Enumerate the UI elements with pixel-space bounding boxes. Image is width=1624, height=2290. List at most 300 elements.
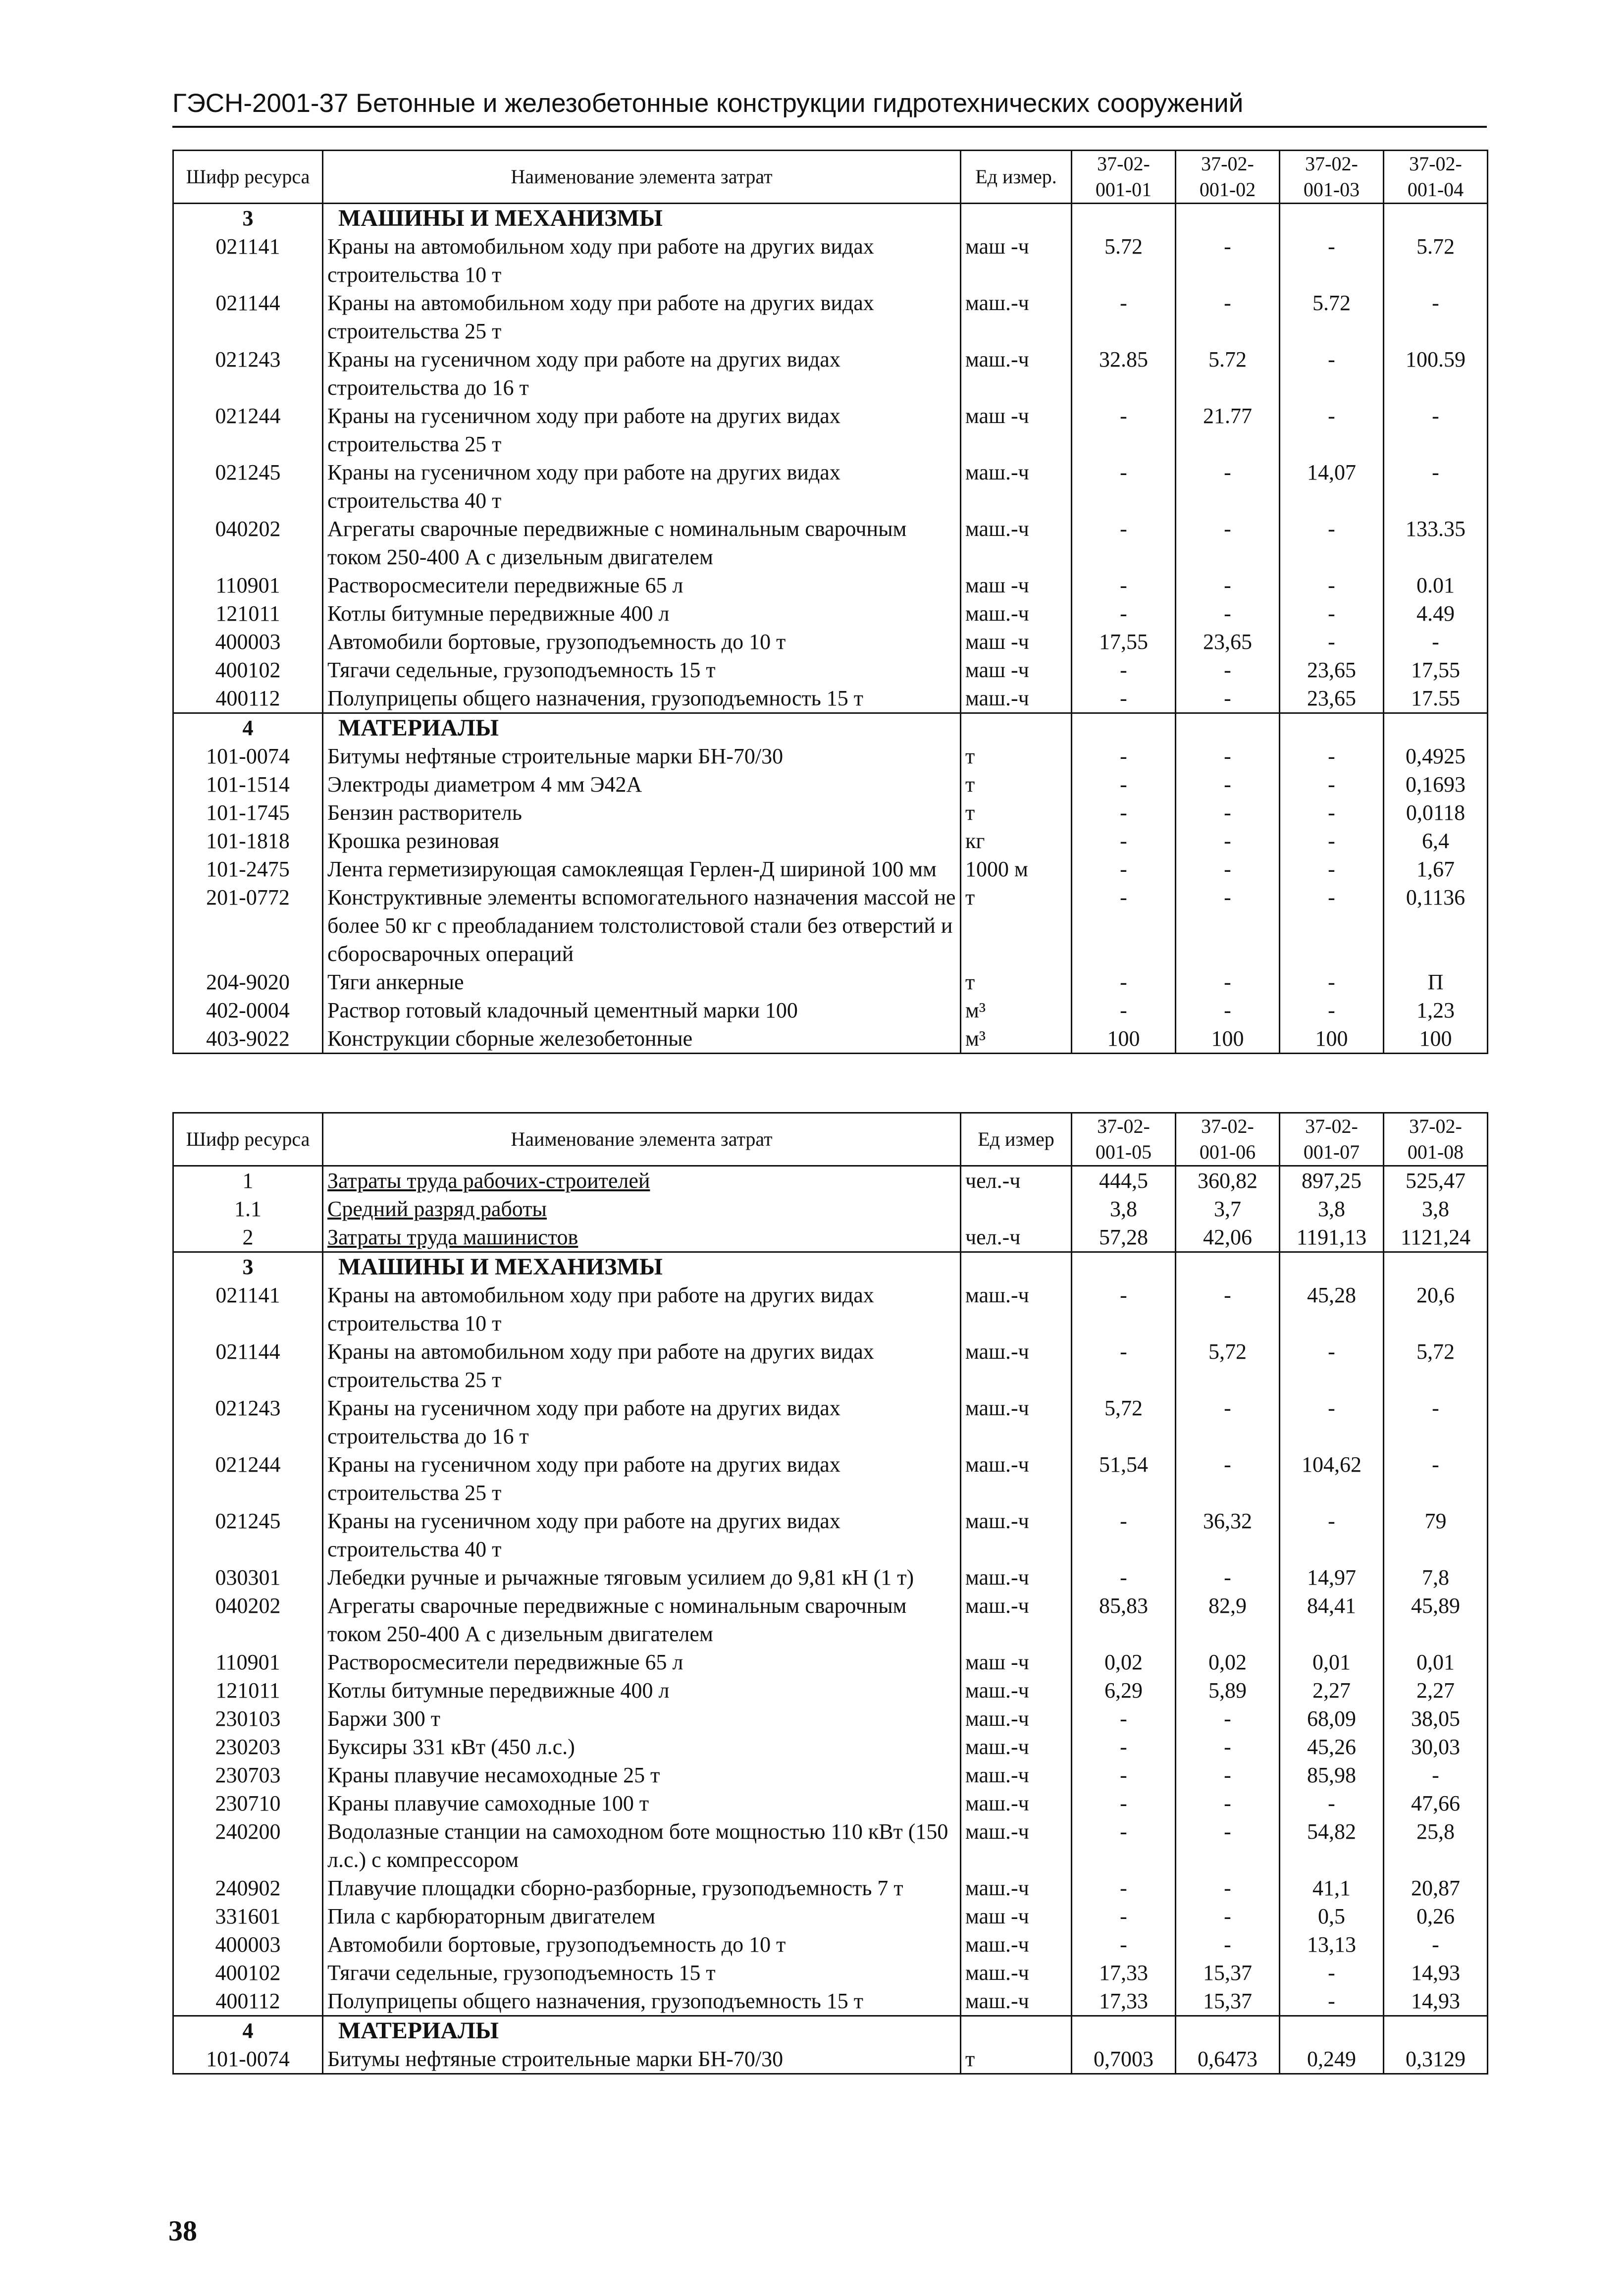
value-cell: - bbox=[1280, 1987, 1384, 2016]
value-cell: 0,02 bbox=[1072, 1648, 1176, 1676]
value-cell: - bbox=[1072, 1902, 1176, 1930]
value-cell: 5,72 bbox=[1384, 1337, 1488, 1394]
value-cell: 79 bbox=[1384, 1507, 1488, 1563]
value-cell: - bbox=[1072, 855, 1176, 883]
value-cell: - bbox=[1280, 799, 1384, 827]
resource-code: 021243 bbox=[173, 1394, 323, 1450]
header-col-3: 37-02- 001-03 bbox=[1280, 151, 1384, 204]
resource-name: Средний разряд работы bbox=[323, 1195, 961, 1223]
value-cell: - bbox=[1280, 770, 1384, 799]
unit-cell: маш.-ч bbox=[961, 1930, 1072, 1959]
value-cell bbox=[1176, 2016, 1280, 2045]
value-cell: 38,05 bbox=[1384, 1704, 1488, 1733]
table-header-row bbox=[173, 1113, 1488, 1166]
section-row bbox=[173, 713, 1488, 743]
value-cell: - bbox=[1072, 1930, 1176, 1959]
value-cell bbox=[1384, 713, 1488, 743]
value-cell: 23,65 bbox=[1280, 656, 1384, 684]
value-cell: 4.49 bbox=[1384, 599, 1488, 628]
unit-cell: маш -ч bbox=[961, 402, 1072, 458]
table-row bbox=[173, 1195, 1488, 1223]
resource-name: Тягачи седельные, грузоподъемность 15 т bbox=[323, 1959, 961, 1987]
table-row bbox=[173, 1507, 1488, 1563]
value-cell: - bbox=[1176, 742, 1280, 770]
value-cell: - bbox=[1072, 656, 1176, 684]
value-cell: - bbox=[1072, 1761, 1176, 1789]
value-cell: - bbox=[1176, 968, 1280, 996]
value-cell: - bbox=[1176, 1817, 1280, 1874]
unit-cell: маш.-ч bbox=[961, 1281, 1072, 1337]
value-cell: 45,26 bbox=[1280, 1733, 1384, 1761]
value-cell bbox=[1384, 2016, 1488, 2045]
value-cell: 0,1136 bbox=[1384, 883, 1488, 968]
unit-cell bbox=[961, 1195, 1072, 1223]
value-cell: 45,28 bbox=[1280, 1281, 1384, 1337]
value-cell: 57,28 bbox=[1072, 1223, 1176, 1252]
table-row bbox=[173, 1281, 1488, 1337]
value-cell: - bbox=[1072, 883, 1176, 968]
value-cell: - bbox=[1280, 742, 1384, 770]
resource-code: 400112 bbox=[173, 684, 323, 713]
resource-code: 121011 bbox=[173, 599, 323, 628]
unit-cell: 1000 м bbox=[961, 855, 1072, 883]
table-row bbox=[173, 571, 1488, 599]
resource-code: 021245 bbox=[173, 458, 323, 515]
resource-name: Растворосмесители передвижные 65 л bbox=[323, 1648, 961, 1676]
value-cell: 13,13 bbox=[1280, 1930, 1384, 1959]
value-cell: - bbox=[1072, 289, 1176, 345]
resource-table-2 bbox=[172, 1112, 1488, 2075]
table-row bbox=[173, 1761, 1488, 1789]
value-cell: 82,9 bbox=[1176, 1592, 1280, 1648]
value-cell: 14,07 bbox=[1280, 458, 1384, 515]
value-cell: 85,83 bbox=[1072, 1592, 1176, 1648]
resource-name: Краны на гусеничном ходу при работе на других видах строительства 40 т bbox=[323, 458, 961, 515]
value-cell: 23,65 bbox=[1176, 628, 1280, 656]
value-cell: 68,09 bbox=[1280, 1704, 1384, 1733]
value-cell: 17,55 bbox=[1384, 656, 1488, 684]
table-row bbox=[173, 1394, 1488, 1450]
table-row bbox=[173, 770, 1488, 799]
value-cell bbox=[1384, 204, 1488, 233]
value-cell: - bbox=[1072, 1874, 1176, 1902]
unit-cell: маш -ч bbox=[961, 232, 1072, 289]
value-cell: 32.85 bbox=[1072, 345, 1176, 402]
table-row bbox=[173, 2045, 1488, 2074]
value-cell: - bbox=[1384, 1394, 1488, 1450]
unit-cell: кг bbox=[961, 827, 1072, 855]
value-cell: П bbox=[1384, 968, 1488, 996]
unit-cell: маш.-ч bbox=[961, 515, 1072, 571]
table-row bbox=[173, 1024, 1488, 1054]
resource-name: Полуприцепы общего назначения, грузоподъемность 15 т bbox=[323, 1987, 961, 2016]
unit-cell: маш.-ч bbox=[961, 458, 1072, 515]
table-row bbox=[173, 1733, 1488, 1761]
resource-name: Краны на гусеничном ходу при работе на других видах строительства 25 т bbox=[323, 1450, 961, 1507]
value-cell: 1191,13 bbox=[1280, 1223, 1384, 1252]
table-row bbox=[173, 1223, 1488, 1252]
value-cell bbox=[1280, 2016, 1384, 2045]
value-cell: - bbox=[1176, 1394, 1280, 1450]
resource-code: 021144 bbox=[173, 289, 323, 345]
table-row bbox=[173, 1676, 1488, 1704]
section-row bbox=[173, 204, 1488, 233]
resource-code: 240902 bbox=[173, 1874, 323, 1902]
value-cell: 3,8 bbox=[1280, 1195, 1384, 1223]
value-cell: 51,54 bbox=[1072, 1450, 1176, 1507]
unit-cell: маш.-ч bbox=[961, 599, 1072, 628]
resource-code: 4 bbox=[173, 2016, 323, 2045]
value-cell: 5.72 bbox=[1280, 289, 1384, 345]
value-cell: 0.01 bbox=[1384, 571, 1488, 599]
resource-code: 021144 bbox=[173, 1337, 323, 1394]
section-row bbox=[173, 1252, 1488, 1281]
resource-code: 204-9020 bbox=[173, 968, 323, 996]
resource-name: Агрегаты сварочные передвижные с номинальным сварочным током 250-400 А с дизельным двигателем bbox=[323, 515, 961, 571]
value-cell: 6,4 bbox=[1384, 827, 1488, 855]
unit-cell bbox=[961, 2016, 1072, 2045]
table-row bbox=[173, 996, 1488, 1024]
unit-cell: маш.-ч bbox=[961, 289, 1072, 345]
resource-code: 101-1514 bbox=[173, 770, 323, 799]
value-cell: - bbox=[1176, 1704, 1280, 1733]
value-cell bbox=[1072, 1252, 1176, 1281]
value-cell: - bbox=[1384, 289, 1488, 345]
section-row bbox=[173, 2016, 1488, 2045]
value-cell: - bbox=[1176, 599, 1280, 628]
unit-cell: т bbox=[961, 799, 1072, 827]
value-cell: 0,1693 bbox=[1384, 770, 1488, 799]
value-cell: - bbox=[1072, 1817, 1176, 1874]
value-cell: - bbox=[1072, 1704, 1176, 1733]
value-cell: - bbox=[1280, 855, 1384, 883]
resource-code: 400003 bbox=[173, 1930, 323, 1959]
unit-cell: маш.-ч bbox=[961, 1394, 1072, 1450]
value-cell bbox=[1176, 1252, 1280, 1281]
table-row bbox=[173, 827, 1488, 855]
resource-code: 403-9022 bbox=[173, 1024, 323, 1054]
resource-name: Краны на автомобильном ходу при работе на других видах строительства 25 т bbox=[323, 1337, 961, 1394]
value-cell: 2,27 bbox=[1384, 1676, 1488, 1704]
value-cell: 21.77 bbox=[1176, 402, 1280, 458]
value-cell: - bbox=[1280, 996, 1384, 1024]
value-cell: 100.59 bbox=[1384, 345, 1488, 402]
resource-code: 101-2475 bbox=[173, 855, 323, 883]
unit-cell: маш.-ч bbox=[961, 1959, 1072, 1987]
resource-name: Краны плавучие самоходные 100 т bbox=[323, 1789, 961, 1817]
value-cell: - bbox=[1176, 289, 1280, 345]
resource-name: Бензин растворитель bbox=[323, 799, 961, 827]
resource-code: 402-0004 bbox=[173, 996, 323, 1024]
value-cell: - bbox=[1176, 1281, 1280, 1337]
unit-cell: маш.-ч bbox=[961, 345, 1072, 402]
header-code: Шифр ресурса bbox=[173, 1113, 323, 1166]
value-cell: 15,37 bbox=[1176, 1959, 1280, 1987]
value-cell: 85,98 bbox=[1280, 1761, 1384, 1789]
header-name: Наименование элемента затрат bbox=[323, 151, 961, 204]
section-title: МАТЕРИАЛЫ bbox=[323, 2016, 961, 2045]
value-cell: 100 bbox=[1280, 1024, 1384, 1054]
resource-code: 331601 bbox=[173, 1902, 323, 1930]
resource-name: Автомобили бортовые, грузоподъемность до 10 т bbox=[323, 1930, 961, 1959]
value-cell: 14,93 bbox=[1384, 1959, 1488, 1987]
resource-name: Краны на автомобильном ходу при работе на других видах строительства 25 т bbox=[323, 289, 961, 345]
header-col-1: 37-02- 001-05 bbox=[1072, 1113, 1176, 1166]
value-cell: 0,7003 bbox=[1072, 2045, 1176, 2074]
table-row bbox=[173, 684, 1488, 713]
value-cell: - bbox=[1072, 1337, 1176, 1394]
value-cell: - bbox=[1176, 232, 1280, 289]
value-cell: 42,06 bbox=[1176, 1223, 1280, 1252]
resource-code: 230703 bbox=[173, 1761, 323, 1789]
unit-cell: м³ bbox=[961, 996, 1072, 1024]
value-cell: - bbox=[1176, 855, 1280, 883]
value-cell: - bbox=[1072, 799, 1176, 827]
table-row bbox=[173, 1789, 1488, 1817]
resource-code: 021141 bbox=[173, 232, 323, 289]
table-row bbox=[173, 855, 1488, 883]
value-cell: - bbox=[1280, 1507, 1384, 1563]
value-cell: - bbox=[1072, 1281, 1176, 1337]
unit-cell: маш.-ч bbox=[961, 1450, 1072, 1507]
value-cell: 54,82 bbox=[1280, 1817, 1384, 1874]
resource-code: 201-0772 bbox=[173, 883, 323, 968]
resource-name: Тяги анкерные bbox=[323, 968, 961, 996]
resource-code: 400102 bbox=[173, 1959, 323, 1987]
resource-code: 400102 bbox=[173, 656, 323, 684]
value-cell: - bbox=[1072, 1733, 1176, 1761]
table-row bbox=[173, 1987, 1488, 2016]
unit-cell: маш -ч bbox=[961, 1648, 1072, 1676]
value-cell: 0,0118 bbox=[1384, 799, 1488, 827]
value-cell bbox=[1176, 713, 1280, 743]
value-cell: 5.72 bbox=[1072, 232, 1176, 289]
resource-name: Пила с карбюраторным двигателем bbox=[323, 1902, 961, 1930]
value-cell: - bbox=[1072, 827, 1176, 855]
unit-cell: маш.-ч bbox=[961, 1507, 1072, 1563]
resource-name: Растворосмесители передвижные 65 л bbox=[323, 571, 961, 599]
section-title: МАШИНЫ И МЕХАНИЗМЫ bbox=[323, 204, 961, 233]
value-cell: - bbox=[1280, 402, 1384, 458]
unit-cell: маш -ч bbox=[961, 628, 1072, 656]
value-cell: - bbox=[1384, 1930, 1488, 1959]
resource-code: 110901 bbox=[173, 1648, 323, 1676]
resource-code: 101-0074 bbox=[173, 742, 323, 770]
resource-name: Краны на автомобильном ходу при работе на других видах строительства 10 т bbox=[323, 232, 961, 289]
table-row bbox=[173, 1930, 1488, 1959]
table-row bbox=[173, 1648, 1488, 1676]
header-col-4: 37-02- 001-04 bbox=[1384, 151, 1488, 204]
header-code: Шифр ресурса bbox=[173, 151, 323, 204]
resource-name: Баржи 300 т bbox=[323, 1704, 961, 1733]
value-cell: 14,93 bbox=[1384, 1987, 1488, 2016]
table-row bbox=[173, 1817, 1488, 1874]
value-cell: 17,55 bbox=[1072, 628, 1176, 656]
value-cell: 15,37 bbox=[1176, 1987, 1280, 2016]
value-cell: - bbox=[1280, 628, 1384, 656]
resource-code: 021245 bbox=[173, 1507, 323, 1563]
unit-cell: маш.-ч bbox=[961, 1987, 1072, 2016]
table-body bbox=[173, 204, 1488, 1054]
value-cell: 36,32 bbox=[1176, 1507, 1280, 1563]
value-cell: - bbox=[1176, 515, 1280, 571]
value-cell: - bbox=[1072, 1563, 1176, 1592]
resource-name: Конструкции сборные железобетонные bbox=[323, 1024, 961, 1054]
resource-name: Битумы нефтяные строительные марки БН-70/30 bbox=[323, 2045, 961, 2074]
value-cell: - bbox=[1176, 1733, 1280, 1761]
resource-name: Битумы нефтяные строительные марки БН-70/30 bbox=[323, 742, 961, 770]
unit-cell bbox=[961, 204, 1072, 233]
resource-name: Краны на гусеничном ходу при работе на других видах строительства 40 т bbox=[323, 1507, 961, 1563]
unit-cell: маш.-ч bbox=[961, 1676, 1072, 1704]
value-cell: - bbox=[1384, 1450, 1488, 1507]
value-cell: 41,1 bbox=[1280, 1874, 1384, 1902]
unit-cell: т bbox=[961, 2045, 1072, 2074]
value-cell: 100 bbox=[1384, 1024, 1488, 1054]
value-cell: - bbox=[1072, 684, 1176, 713]
header-unit: Ед измер. bbox=[961, 151, 1072, 204]
value-cell: - bbox=[1280, 968, 1384, 996]
resource-name: Автомобили бортовые, грузоподъемность до 10 т bbox=[323, 628, 961, 656]
resource-table-1 bbox=[172, 150, 1488, 1054]
value-cell bbox=[1280, 713, 1384, 743]
value-cell: 0,3129 bbox=[1384, 2045, 1488, 2074]
resource-code: 021141 bbox=[173, 1281, 323, 1337]
resource-name: Затраты труда машинистов bbox=[323, 1223, 961, 1252]
unit-cell: маш.-ч bbox=[961, 1761, 1072, 1789]
resource-name: Крошка резиновая bbox=[323, 827, 961, 855]
value-cell: - bbox=[1176, 1902, 1280, 1930]
value-cell: 0,01 bbox=[1384, 1648, 1488, 1676]
unit-cell: чел.-ч bbox=[961, 1223, 1072, 1252]
table-row bbox=[173, 515, 1488, 571]
unit-cell: маш.-ч bbox=[961, 1337, 1072, 1394]
unit-cell: т bbox=[961, 770, 1072, 799]
value-cell: - bbox=[1280, 1959, 1384, 1987]
value-cell: - bbox=[1280, 827, 1384, 855]
value-cell bbox=[1176, 204, 1280, 233]
value-cell: 45,89 bbox=[1384, 1592, 1488, 1648]
table-row bbox=[173, 1874, 1488, 1902]
header-col-2: 37-02- 001-06 bbox=[1176, 1113, 1280, 1166]
value-cell: 2,27 bbox=[1280, 1676, 1384, 1704]
value-cell bbox=[1072, 2016, 1176, 2045]
unit-cell bbox=[961, 1252, 1072, 1281]
value-cell: 5.72 bbox=[1176, 345, 1280, 402]
resource-name: Лебедки ручные и рычажные тяговым усилием до 9,81 кН (1 т) bbox=[323, 1563, 961, 1592]
resource-code: 040202 bbox=[173, 1592, 323, 1648]
resource-name: Краны на гусеничном ходу при работе на других видах строительства до 16 т bbox=[323, 1394, 961, 1450]
value-cell: 3,7 bbox=[1176, 1195, 1280, 1223]
value-cell: 5,72 bbox=[1072, 1394, 1176, 1450]
resource-code: 230103 bbox=[173, 1704, 323, 1733]
unit-cell: маш.-ч bbox=[961, 1563, 1072, 1592]
resource-name: Котлы битумные передвижные 400 л bbox=[323, 1676, 961, 1704]
resource-name: Полуприцепы общего назначения, грузоподъемность 15 т bbox=[323, 684, 961, 713]
value-cell bbox=[1072, 204, 1176, 233]
section-title: МАШИНЫ И МЕХАНИЗМЫ bbox=[323, 1252, 961, 1281]
resource-code: 4 bbox=[173, 713, 323, 743]
unit-cell: т bbox=[961, 742, 1072, 770]
header-unit: Ед измер bbox=[961, 1113, 1072, 1166]
table-row bbox=[173, 402, 1488, 458]
value-cell: - bbox=[1072, 1789, 1176, 1817]
unit-cell: маш.-ч bbox=[961, 1704, 1072, 1733]
value-cell: 1,67 bbox=[1384, 855, 1488, 883]
resource-name: Буксиры 331 кВт (450 л.с.) bbox=[323, 1733, 961, 1761]
unit-cell: маш.-ч bbox=[961, 1817, 1072, 1874]
resource-code: 101-0074 bbox=[173, 2045, 323, 2074]
value-cell: 133.35 bbox=[1384, 515, 1488, 571]
value-cell: 100 bbox=[1176, 1024, 1280, 1054]
value-cell: - bbox=[1072, 742, 1176, 770]
table-row bbox=[173, 1592, 1488, 1648]
table-row bbox=[173, 883, 1488, 968]
table-row bbox=[173, 628, 1488, 656]
unit-cell: м³ bbox=[961, 1024, 1072, 1054]
value-cell: - bbox=[1176, 1450, 1280, 1507]
unit-cell: т bbox=[961, 968, 1072, 996]
section-title: МАТЕРИАЛЫ bbox=[323, 713, 961, 743]
value-cell: 30,03 bbox=[1384, 1733, 1488, 1761]
value-cell: 360,82 bbox=[1176, 1166, 1280, 1195]
value-cell: 23,65 bbox=[1280, 684, 1384, 713]
resource-name: Раствор готовый кладочный цементный марки 100 bbox=[323, 996, 961, 1024]
unit-cell: маш.-ч bbox=[961, 1592, 1072, 1648]
value-cell: 17.55 bbox=[1384, 684, 1488, 713]
resource-name: Электроды диаметром 4 мм Э42А bbox=[323, 770, 961, 799]
page-header: ГЭСН-2001-37 Бетонные и железобетонные конструкции гидротехнических сооружений bbox=[172, 89, 1244, 118]
value-cell: - bbox=[1384, 458, 1488, 515]
resource-code: 121011 bbox=[173, 1676, 323, 1704]
table-row bbox=[173, 1704, 1488, 1733]
page-number: 38 bbox=[168, 2215, 197, 2247]
value-cell: 5,72 bbox=[1176, 1337, 1280, 1394]
value-cell: - bbox=[1072, 1507, 1176, 1563]
value-cell: - bbox=[1176, 799, 1280, 827]
resource-name: Краны плавучие несамоходные 25 т bbox=[323, 1761, 961, 1789]
value-cell: 0,249 bbox=[1280, 2045, 1384, 2074]
resource-code: 3 bbox=[173, 204, 323, 233]
resource-code: 030301 bbox=[173, 1563, 323, 1592]
value-cell: 0,02 bbox=[1176, 1648, 1280, 1676]
value-cell: - bbox=[1176, 656, 1280, 684]
header-col-4: 37-02- 001-08 bbox=[1384, 1113, 1488, 1166]
value-cell: - bbox=[1176, 1789, 1280, 1817]
value-cell: - bbox=[1280, 1337, 1384, 1394]
resource-code: 040202 bbox=[173, 515, 323, 571]
unit-cell: маш -ч bbox=[961, 656, 1072, 684]
value-cell: - bbox=[1176, 1761, 1280, 1789]
value-cell: - bbox=[1176, 684, 1280, 713]
value-cell: - bbox=[1176, 1563, 1280, 1592]
value-cell: 0,01 bbox=[1280, 1648, 1384, 1676]
table-row bbox=[173, 968, 1488, 996]
header-rule bbox=[172, 126, 1487, 128]
value-cell: 6,29 bbox=[1072, 1676, 1176, 1704]
unit-cell: маш.-ч bbox=[961, 1874, 1072, 1902]
value-cell: 84,41 bbox=[1280, 1592, 1384, 1648]
resource-name: Водолазные станции на самоходном боте мощностью 110 кВт (150 л.с.) с компрессором bbox=[323, 1817, 961, 1874]
table-row bbox=[173, 1337, 1488, 1394]
table-row bbox=[173, 1450, 1488, 1507]
value-cell: 444,5 bbox=[1072, 1166, 1176, 1195]
header-col-1: 37-02- 001-01 bbox=[1072, 151, 1176, 204]
value-cell: - bbox=[1176, 1930, 1280, 1959]
resource-name: Котлы битумные передвижные 400 л bbox=[323, 599, 961, 628]
value-cell bbox=[1384, 1252, 1488, 1281]
value-cell: - bbox=[1280, 571, 1384, 599]
